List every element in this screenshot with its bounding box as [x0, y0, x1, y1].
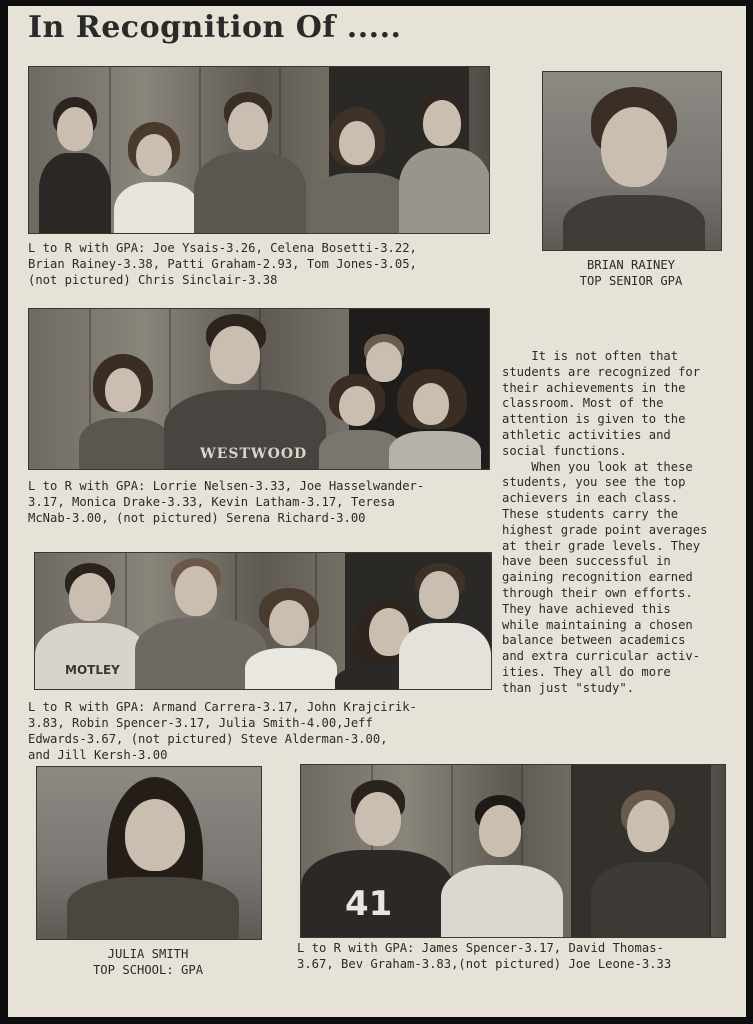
article-body [502, 349, 744, 697]
article-line: their achievements in the [502, 380, 686, 395]
article-line: athletic activities and [502, 427, 671, 442]
group-photo-4 [300, 764, 726, 938]
article-line: have been successful in [502, 554, 671, 569]
group-2-caption [28, 478, 424, 526]
portrait-julia-smith [36, 766, 262, 940]
caption-line: Edwards-3.67, (not pictured) Steve Alderman-3.00, [28, 732, 388, 746]
group-1-caption [28, 240, 417, 288]
caption-line: 3.17, Monica Drake-3.33, Kevin Latham-3.17, Teresa [28, 495, 395, 509]
group-photo-3 [34, 552, 492, 690]
article-line: students are recognized for [502, 364, 701, 379]
article-line: gaining recognition earned [502, 570, 693, 585]
yearbook-page [8, 6, 746, 1017]
caption-line: L to R with GPA: Joe Ysais-3.26, Celena Bosetti-3.22, [28, 241, 417, 255]
article-line: attention is given to the [502, 412, 686, 427]
group-3-caption [28, 699, 417, 763]
portrait-subtitle: TOP SENIOR GPA [579, 274, 683, 288]
portrait-name: BRIAN RAINEY [586, 258, 676, 272]
jersey-number-text: 41 [345, 884, 393, 924]
portrait-subtitle: TOP SCHOOL: GPA [92, 963, 204, 977]
article-line: ities. They all do more [502, 664, 671, 679]
article-line: and extra curricular activ- [502, 649, 701, 664]
article-line: achievers in each class. [502, 491, 679, 506]
caption-line: L to R with GPA: James Spencer-3.17, David Thomas- [297, 941, 664, 955]
article-line: while maintaining a chosen [502, 617, 693, 632]
group-photo-1 [28, 66, 490, 234]
article-line: through their own efforts. [502, 585, 693, 600]
portrait-brian-rainey [542, 71, 722, 251]
caption-line: L to R with GPA: Lorrie Nelsen-3.33, Joe Hasselwander- [28, 479, 425, 493]
article-line: at their grade levels. They [502, 538, 701, 553]
article-line: These students carry the [502, 506, 679, 521]
caption-line: and Jill Kersh-3.00 [28, 748, 168, 762]
caption-line: Brian Rainey-3.38, Patti Graham-2.93, Tom Jones-3.05, [28, 257, 417, 271]
caption-line: L to R with GPA: Armand Carrera-3.17, John Krajcirik- [28, 700, 417, 714]
caption-line: 3.67, Bev Graham-3.83,(not pictured) Joe Leone-3.33 [297, 957, 672, 971]
article-line: When you look at these [502, 459, 693, 474]
portrait-label-brian [542, 257, 720, 289]
article-line: than just "study". [502, 680, 635, 695]
caption-line: 3.83, Robin Spencer-3.17, Julia Smith-4.00,Jeff [28, 716, 373, 730]
article-line: It is not often that [502, 349, 679, 363]
sweatshirt-print-text: WESTWOOD [200, 446, 308, 462]
article-line: classroom. Most of the [502, 396, 664, 411]
article-line: social functions. [502, 443, 627, 458]
article-line: highest grade point averages [502, 522, 708, 537]
page-title: In Recognition Of ..... [28, 10, 402, 45]
group-4-caption [297, 940, 671, 972]
portrait-label-julia [36, 946, 260, 978]
article-line: students, you see the top [502, 475, 686, 490]
article-line: balance between academics [502, 633, 686, 648]
portrait-name: JULIA SMITH [107, 947, 189, 961]
shirt-print-text: MOTLEY [65, 663, 120, 677]
caption-line: McNab-3.00, (not pictured) Serena Richard-3.00 [28, 511, 366, 525]
article-line: They have achieved this [502, 601, 671, 616]
caption-line: (not pictured) Chris Sinclair-3.38 [28, 273, 278, 287]
